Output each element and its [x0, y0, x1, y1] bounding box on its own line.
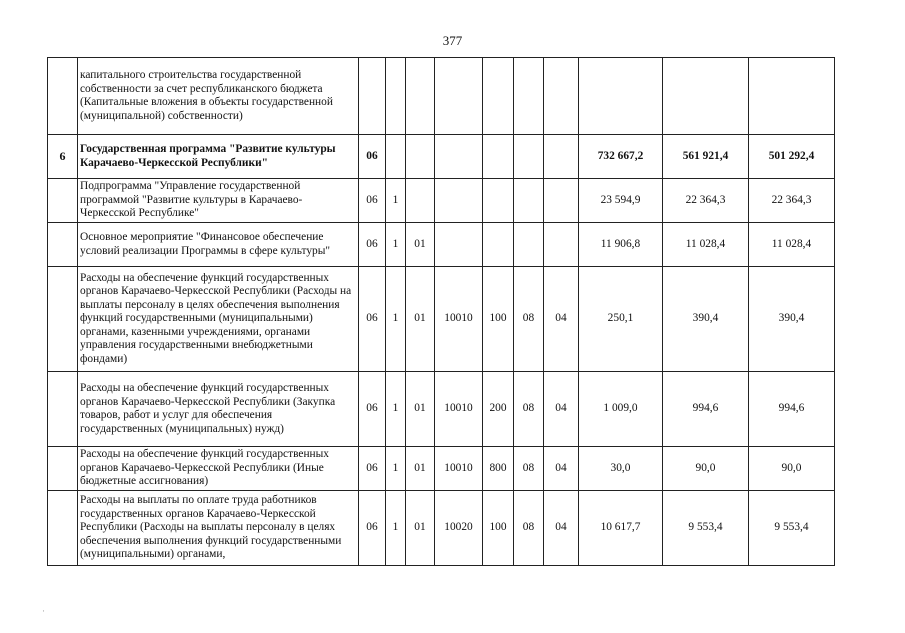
amount-year-2: 90,0: [663, 447, 749, 491]
amount-year-3: 22 364,3: [749, 179, 835, 223]
row-number: [48, 491, 78, 566]
section-code: [514, 58, 544, 135]
section-code: [514, 135, 544, 179]
table-row: [48, 267, 835, 372]
row-number: [48, 223, 78, 267]
margin-mark: ·: [42, 606, 45, 616]
main-activity-code: 01: [406, 267, 435, 372]
amount-year-3: 501 292,4: [749, 135, 835, 179]
expense-direction-code: 10010: [435, 372, 483, 447]
row-name: Расходы на обеспечение функций государственных органов Карачаево-Черкесской Республики (Расходы на выплаты персоналу в целях обеспечения выполнения функций государственными (муниципальными) органами, казенными учреждениями, органами управления государственными внебюджетными фондами): [78, 267, 359, 372]
program-code: 06: [359, 223, 386, 267]
amount-year-1: 11 906,8: [579, 223, 663, 267]
subsection-code: [544, 135, 579, 179]
main-activity-code: 01: [406, 223, 435, 267]
program-code: 06: [359, 135, 386, 179]
amount-year-3: 11 028,4: [749, 223, 835, 267]
row-name: Государственная программа "Развитие культуры Карачаево-Черкесской Республики": [78, 135, 359, 179]
subprogram-code: 1: [386, 447, 406, 491]
subsection-code: 04: [544, 447, 579, 491]
expense-direction-code: [435, 179, 483, 223]
program-code: [359, 58, 386, 135]
program-code: 06: [359, 267, 386, 372]
row-name: Расходы на обеспечение функций государственных органов Карачаево-Черкесской Республики (Закупка товаров, работ и услуг для обеспечения государственных (муниципальных) нужд): [78, 372, 359, 447]
subsection-code: [544, 58, 579, 135]
main-activity-code: [406, 58, 435, 135]
section-code: [514, 179, 544, 223]
program-code: 06: [359, 447, 386, 491]
subprogram-code: 1: [386, 179, 406, 223]
section-code: 08: [514, 491, 544, 566]
amount-year-3: [749, 58, 835, 135]
amount-year-1: [579, 58, 663, 135]
expense-type-code: [483, 179, 514, 223]
amount-year-1: 30,0: [579, 447, 663, 491]
expense-direction-code: 10010: [435, 447, 483, 491]
table-row: [48, 223, 835, 267]
expense-type-code: [483, 223, 514, 267]
amount-year-3: 90,0: [749, 447, 835, 491]
table-row: [48, 135, 835, 179]
subprogram-code: [386, 135, 406, 179]
amount-year-1: 1 009,0: [579, 372, 663, 447]
program-code: 06: [359, 179, 386, 223]
row-name: Основное мероприятие "Финансовое обеспечение условий реализации Программы в сфере культуры": [78, 223, 359, 267]
expense-direction-code: 10020: [435, 491, 483, 566]
amount-year-3: 9 553,4: [749, 491, 835, 566]
amount-year-3: 994,6: [749, 372, 835, 447]
amount-year-2: 561 921,4: [663, 135, 749, 179]
section-code: 08: [514, 447, 544, 491]
amount-year-1: 10 617,7: [579, 491, 663, 566]
main-activity-code: 01: [406, 491, 435, 566]
row-number: [48, 447, 78, 491]
row-name: Расходы на выплаты по оплате труда работников государственных органов Карачаево-Черкесской Республики (Расходы на выплаты персоналу в целях обеспечения выполнения функций государственными (муниципальными) органами,: [78, 491, 359, 566]
subprogram-code: [386, 58, 406, 135]
row-name: Подпрограмма "Управление государственной программой "Развитие культуры в Карачаево-Черкесской Республике": [78, 179, 359, 223]
expense-type-code: 100: [483, 491, 514, 566]
table-body: [48, 58, 835, 566]
expense-direction-code: [435, 223, 483, 267]
row-name: капитального строительства государственной собственности за счет республиканского бюджета (Капитальные вложения в объекты государственной (муниципальной) собственности): [78, 58, 359, 135]
budget-table: [47, 57, 835, 566]
subsection-code: [544, 179, 579, 223]
section-code: 08: [514, 372, 544, 447]
expense-type-code: 100: [483, 267, 514, 372]
amount-year-2: 9 553,4: [663, 491, 749, 566]
row-name: Расходы на обеспечение функций государственных органов Карачаево-Черкесской Республики (Иные бюджетные ассигнования): [78, 447, 359, 491]
subsection-code: 04: [544, 372, 579, 447]
expense-type-code: [483, 135, 514, 179]
row-number: [48, 179, 78, 223]
table-row: [48, 179, 835, 223]
expense-type-code: 200: [483, 372, 514, 447]
main-activity-code: [406, 179, 435, 223]
subprogram-code: 1: [386, 267, 406, 372]
subprogram-code: 1: [386, 491, 406, 566]
expense-type-code: [483, 58, 514, 135]
program-code: 06: [359, 491, 386, 566]
row-number: 6: [48, 135, 78, 179]
amount-year-1: 250,1: [579, 267, 663, 372]
row-number: [48, 267, 78, 372]
expense-direction-code: [435, 58, 483, 135]
table-row: [48, 491, 835, 566]
subprogram-code: 1: [386, 372, 406, 447]
table-row: [48, 58, 835, 135]
expense-direction-code: 10010: [435, 267, 483, 372]
amount-year-1: 732 667,2: [579, 135, 663, 179]
expense-type-code: 800: [483, 447, 514, 491]
subprogram-code: 1: [386, 223, 406, 267]
amount-year-2: [663, 58, 749, 135]
amount-year-2: 11 028,4: [663, 223, 749, 267]
section-code: [514, 223, 544, 267]
amount-year-1: 23 594,9: [579, 179, 663, 223]
subsection-code: 04: [544, 491, 579, 566]
amount-year-2: 994,6: [663, 372, 749, 447]
amount-year-3: 390,4: [749, 267, 835, 372]
table-row: [48, 447, 835, 491]
main-activity-code: 01: [406, 372, 435, 447]
expense-direction-code: [435, 135, 483, 179]
table-row: [48, 372, 835, 447]
row-number: [48, 58, 78, 135]
section-code: 08: [514, 267, 544, 372]
main-activity-code: 01: [406, 447, 435, 491]
page-number: 377: [442, 33, 463, 48]
subsection-code: [544, 223, 579, 267]
main-activity-code: [406, 135, 435, 179]
program-code: 06: [359, 372, 386, 447]
amount-year-2: 390,4: [663, 267, 749, 372]
row-number: [48, 372, 78, 447]
amount-year-2: 22 364,3: [663, 179, 749, 223]
subsection-code: 04: [544, 267, 579, 372]
